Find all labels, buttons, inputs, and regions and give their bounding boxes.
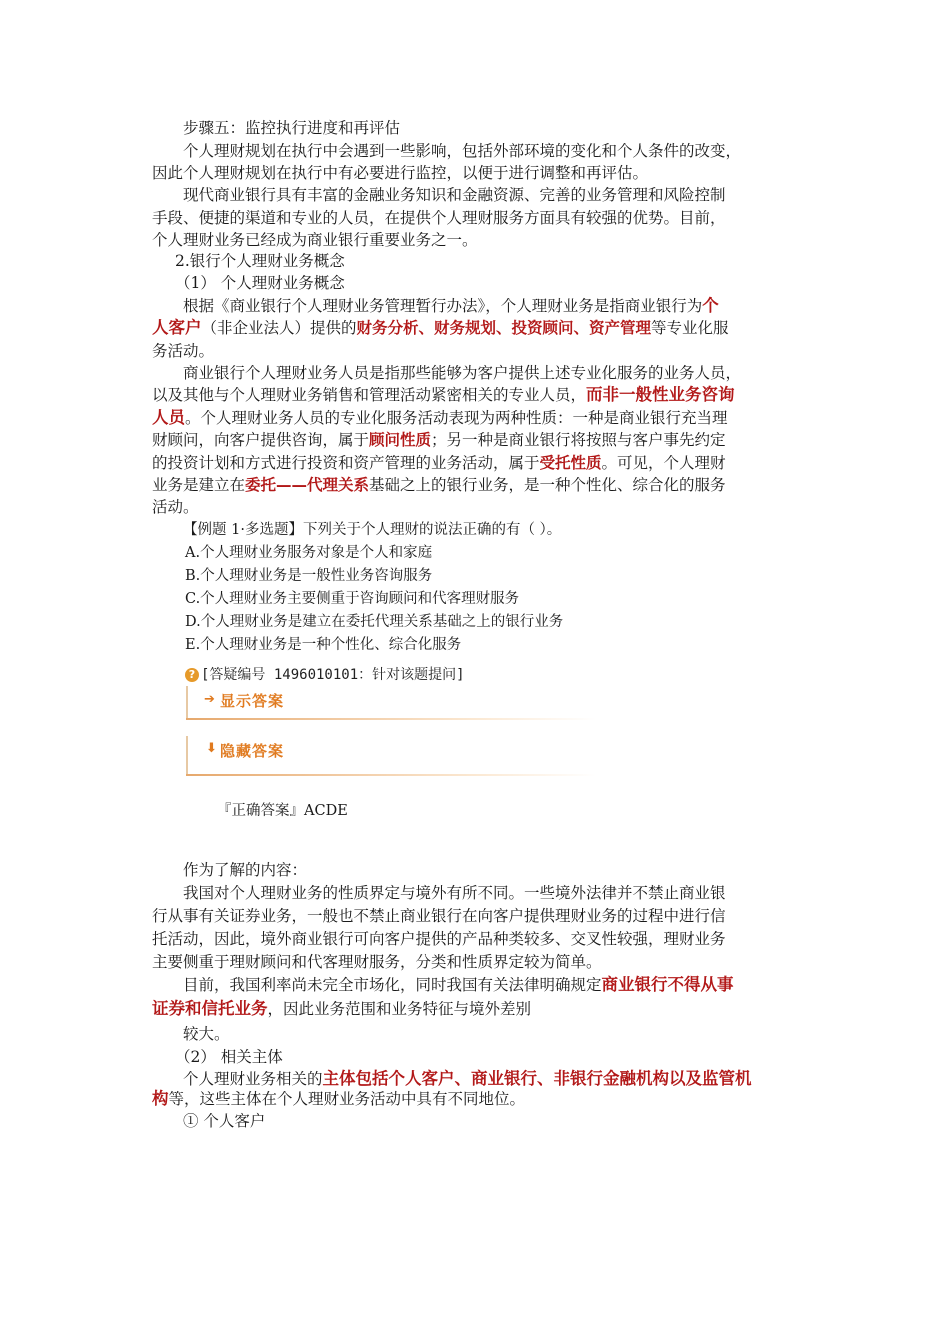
text: 个人理财业务相关的 <box>183 1070 323 1088</box>
divider <box>186 718 596 720</box>
highlight-text: 主体包括个人客户、商业银行、非银行金融机构以及监管机 <box>322 1069 752 1088</box>
highlight-text: 证券和信托业务 <box>152 999 268 1018</box>
option-a: A.个人理财业务服务对象是个人和家庭 <box>185 545 433 561</box>
paragraph-line <box>183 1068 823 1090</box>
paragraph-line: 主要侧重于理财顾问和代客理财服务，分类和性质界定较为简单。 <box>152 953 602 971</box>
text: 基础之上的银行业务，是一种个性化、综合化的服务 <box>369 476 726 494</box>
paragraph-line <box>152 384 792 406</box>
paragraph-line: 托活动，因此，境外商业银行可向客户提供的产品种类较多、交叉性较强，理财业务 <box>152 930 726 948</box>
divider <box>186 686 188 720</box>
option-b: B.个人理财业务是一般性业务咨询服务 <box>185 568 433 584</box>
paragraph-line: 较大。 <box>183 1025 230 1043</box>
text: ，因此业务范围和业务特征与境外差别 <box>267 1000 532 1018</box>
text: （非企业法人）提供的 <box>201 319 357 337</box>
paragraph-line: 我国对个人理财业务的性质界定与境外有所不同。一些境外法律并不禁止商业银 <box>183 884 726 902</box>
text: 业务是建立在 <box>152 476 246 494</box>
option-e: E.个人理财业务是一种个性化、综合化服务 <box>185 637 462 653</box>
subsection-heading: （2） 相关主体 <box>175 1048 283 1066</box>
paragraph-line: 行从事有关证券业务，一般也不禁止商业银行在向客户提供理财业务的过程中进行信 <box>152 907 726 925</box>
highlight-text: 商业银行不得从事 <box>601 975 734 994</box>
paragraph-line <box>183 974 823 996</box>
step-heading: 步骤五：监控执行进度和再评估 <box>183 119 401 137</box>
paragraph-line: 个人理财业务已经成为商业银行重要业务之一。 <box>152 231 478 249</box>
example-question: 【例题 1·多选题】下列关于个人理财的说法正确的有（ ）。 <box>183 522 562 538</box>
paragraph-line <box>152 1088 792 1110</box>
highlight-text: 人客户 <box>152 318 202 337</box>
highlight-text: 个 <box>702 296 719 315</box>
highlight-text: 受托性质 <box>539 454 602 472</box>
text: 以及其他与个人理财业务销售和管理活动紧密相关的专业人员， <box>152 386 587 404</box>
text: 。可见，个人理财 <box>601 454 726 472</box>
highlight-text: 构 <box>152 1089 169 1108</box>
section-heading: 2.银行个人理财业务概念 <box>175 252 345 270</box>
show-answer-label: 显示答案 <box>220 692 285 710</box>
show-answer-button[interactable] <box>186 686 596 720</box>
paragraph-line: 活动。 <box>152 498 199 516</box>
text: 等专业化服 <box>651 319 729 337</box>
list-item: ① 个人客户 <box>183 1112 266 1130</box>
text: 等，这些主体在个人理财业务活动中具有不同地位。 <box>168 1090 526 1108</box>
arrow-right-icon: ➔ <box>204 692 215 707</box>
text: 目前，我国利率尚未完全市场化，同时我国有关法律明确规定 <box>183 976 602 994</box>
divider <box>186 736 188 776</box>
hide-answer-button[interactable] <box>186 736 596 776</box>
paragraph-line <box>183 295 823 317</box>
question-circle-icon[interactable]: ? <box>185 668 199 682</box>
paragraph-line <box>152 452 792 474</box>
text: 财顾问，向客户提供咨询，属于 <box>152 431 370 449</box>
question-ref-link[interactable]: [答疑编号 1496010101：针对该题提问] <box>201 667 465 683</box>
hide-answer-label: 隐藏答案 <box>220 742 285 760</box>
paragraph-line <box>152 998 792 1020</box>
paragraph-line <box>152 474 792 496</box>
highlight-text: 而非一般性业务咨询 <box>586 385 735 404</box>
divider <box>186 774 596 776</box>
option-d: D.个人理财业务是建立在委托代理关系基础之上的银行业务 <box>185 614 564 630</box>
text: 。个人理财业务人员的专业化服务活动表现为两种性质：一种是商业银行充当理 <box>185 409 728 427</box>
paragraph-line: 因此个人理财规划在执行中有必要进行监控，以便于进行调整和再评估。 <box>152 164 649 182</box>
paragraph-line <box>152 317 792 339</box>
text: 的投资计划和方式进行投资和资产管理的业务活动，属于 <box>152 454 540 472</box>
paragraph-line: 现代商业银行具有丰富的金融业务知识和金融资源、完善的业务管理和风险控制 <box>183 186 726 204</box>
highlight-text: 委托——代理关系 <box>245 476 370 494</box>
highlight-text: 顾问性质 <box>369 431 432 449</box>
paragraph-line: 手段、便捷的渠道和专业的人员，在提供个人理财服务方面具有较强的优势。目前， <box>152 209 726 227</box>
highlight-text: 人员 <box>152 408 185 427</box>
paragraph-line <box>152 429 792 451</box>
text: ；另一种是商业银行将按照与客户事先约定 <box>431 431 726 449</box>
paragraph-line: 个人理财规划在执行中会遇到一些影响，包括外部环境的变化和个人条件的改变， <box>183 142 742 160</box>
arrow-down-icon: ⬇ <box>206 741 217 756</box>
text: 根据《商业银行个人理财业务管理暂行办法》，个人理财业务是指商业银行为 <box>183 297 703 315</box>
paragraph-line: 作为了解的内容： <box>183 861 308 879</box>
subsection-heading: （1） 个人理财业务概念 <box>175 274 345 292</box>
option-c: C.个人理财业务主要侧重于咨询顾问和代客理财服务 <box>185 591 520 607</box>
paragraph-line <box>152 407 792 429</box>
paragraph-line: 商业银行个人理财业务人员是指那些能够为客户提供上述专业化服务的业务人员， <box>183 364 742 382</box>
correct-answer: 『正确答案』ACDE <box>217 803 348 819</box>
highlight-text: 财务分析、财务规划、投资顾问、资产管理 <box>356 319 652 337</box>
paragraph-line: 务活动。 <box>152 342 215 360</box>
